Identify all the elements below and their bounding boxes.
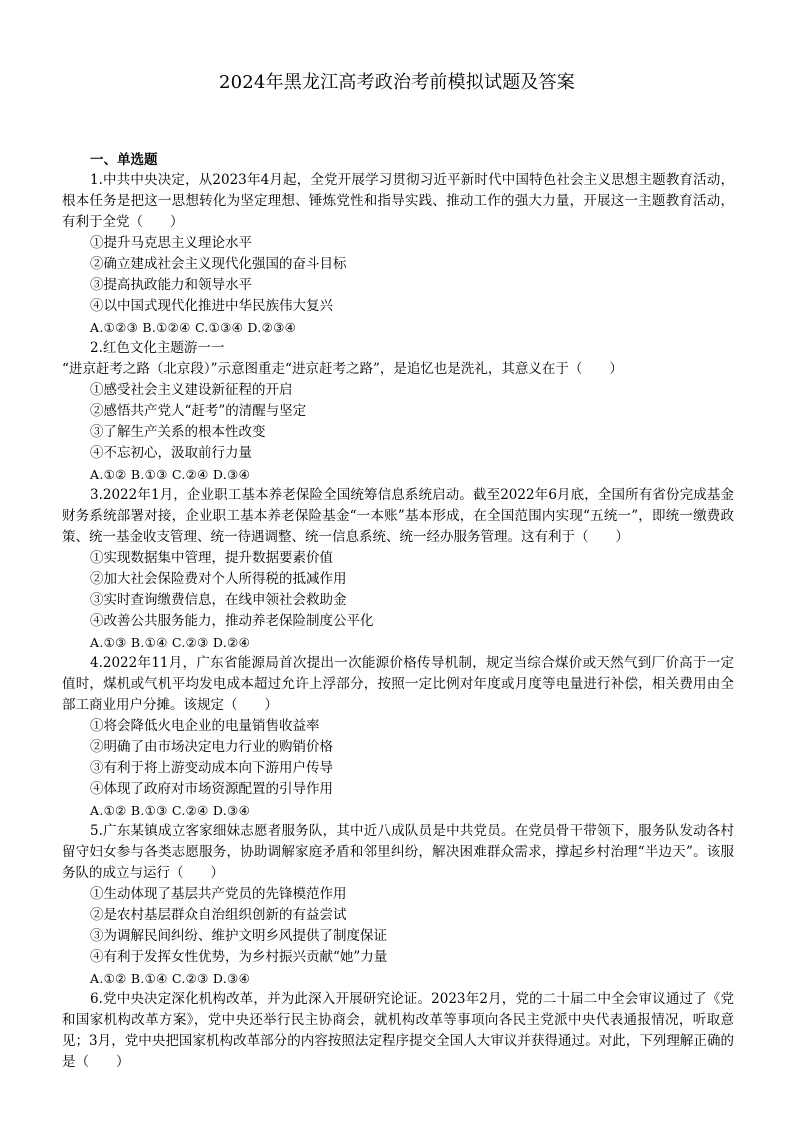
question-4 — [62, 653, 734, 821]
option-item: ③为调解民间纠纷、维护文明乡风提供了制度保证 — [90, 928, 387, 944]
answer-choices: A.①②③ B.①②④ C.①③④ D.②③④ — [90, 320, 297, 335]
question-6 — [62, 989, 734, 1073]
option-item: ②明确了由市场决定电力行业的购销价格 — [90, 739, 333, 755]
option-item: ④体现了政府对市场资源配置的引导作用 — [90, 781, 333, 797]
question-stem: 3.2022年1月，企业职工基本养老保险全国统筹信息系统启动。截至2022年6月底，全国所有省份完成基金财务系统部署对接，企业职工基本养老保险基金“一本账”基本形成，在全国范围内实现“五统一”，即统一缴费政策、统一基金收支管理、统一待遇调整、统一信息系统、统一经办服务管理。这有利于（ ） — [62, 487, 734, 545]
option-item: ②确立建成社会主义现代化强国的奋斗目标 — [90, 256, 347, 272]
option-item: ④以中国式现代化推进中华民族伟大复兴 — [90, 298, 333, 314]
option-item: ③有利于将上游变动成本向下游用户传导 — [90, 760, 333, 776]
option-item: ③提高执政能力和领导水平 — [90, 277, 252, 293]
document-title: 2024年黑龙江高考政治考前模拟试题及答案 — [218, 72, 575, 93]
section-heading: 一、单选题 — [90, 152, 158, 168]
option-item: ①实现数据集中管理，提升数据要素价值 — [90, 550, 333, 566]
question-stem: 6.党中央决定深化机构改革，并为此深入开展研究论证。2023年2月，党的二十届二中全会审议通过了《党和国家机构改革方案》，党中央还举行民主协商会，就机构改革等事项向各民主党派中央代表通报情况，听取意见；3月，党中央把国家机构改革部分的内容按照法定程序提交全国人大审议并获得通过。对此，下列理解正确的是（ ） — [62, 991, 734, 1070]
option-item: ④不忘初心，汲取前行力量 — [90, 445, 252, 461]
option-item: ①感受社会主义建设新征程的开启 — [90, 382, 293, 398]
question-list — [62, 170, 734, 1073]
option-item: ①生动体现了基层共产党员的先锋模范作用 — [90, 886, 347, 902]
question-2 — [62, 338, 734, 485]
option-item: ②加大社会保险费对个人所得税的抵减作用 — [90, 571, 347, 587]
question-stem-continued: “进京赶考之路（北京段）”示意图重走“进京赶考之路”，是追忆也是洗礼，其意义在于（ ） — [62, 361, 623, 377]
question-stem: 2.红色文化主题游一一 — [90, 340, 225, 356]
option-item: ②感悟共产党人“赶考”的清醒与坚定 — [90, 403, 307, 419]
option-item: ①将会降低火电企业的电量销售收益率 — [90, 718, 320, 734]
question-stem: 5.广东某镇成立客家细妹志愿者服务队，其中近八成队员是中共党员。在党员骨干带领下，服务队发动各村留守妇女参与各类志愿服务，协助调解家庭矛盾和邻里纠纷，解决困难群众需求，撑起乡村治理“半边天”。该服务队的成立与运行（ ） — [62, 823, 734, 881]
option-item: ③了解生产关系的根本性改变 — [90, 424, 266, 440]
question-5 — [62, 821, 734, 989]
option-item: ②是农村基层群众自治组织创新的有益尝试 — [90, 907, 347, 923]
question-3 — [62, 485, 734, 653]
option-item: ④改善公共服务能力，推动养老保险制度公平化 — [90, 613, 374, 629]
option-item: ④有利于发挥女性优势，为乡村振兴贡献“她”力量 — [90, 949, 388, 965]
answer-choices: A.①② B.①③ C.②④ D.③④ — [90, 467, 251, 482]
option-item: ③实时查询缴费信息，在线申领社会救助金 — [90, 592, 347, 608]
option-item: ①提升马克思主义理论水平 — [90, 235, 252, 251]
answer-choices: A.①② B.①③ C.②④ D.③④ — [90, 803, 251, 818]
question-stem: 4.2022年11月，广东省能源局首次提出一次能源价格传导机制，规定当综合煤价或天然气到厂价高于一定值时，煤机或气机平均发电成本超过允许上浮部分，按照一定比例对年度或月度等电量进行补偿，相关费用由全部工商业用户分摊。该规定（ ） — [62, 655, 734, 713]
question-stem: 1.中共中央决定，从2023年4月起，全党开展学习贯彻习近平新时代中国特色社会主义思想主题教育活动，根本任务是把这一思想转化为坚定理想、锤炼党性和指导实践、推动工作的强大力量，开展这一主题教育活动，有利于全党（ ） — [62, 172, 734, 230]
answer-choices: A.①③ B.①④ C.②③ D.②④ — [90, 635, 251, 650]
answer-choices: A.①② B.①④ C.②③ D.③④ — [90, 971, 251, 986]
question-1 — [62, 170, 734, 338]
